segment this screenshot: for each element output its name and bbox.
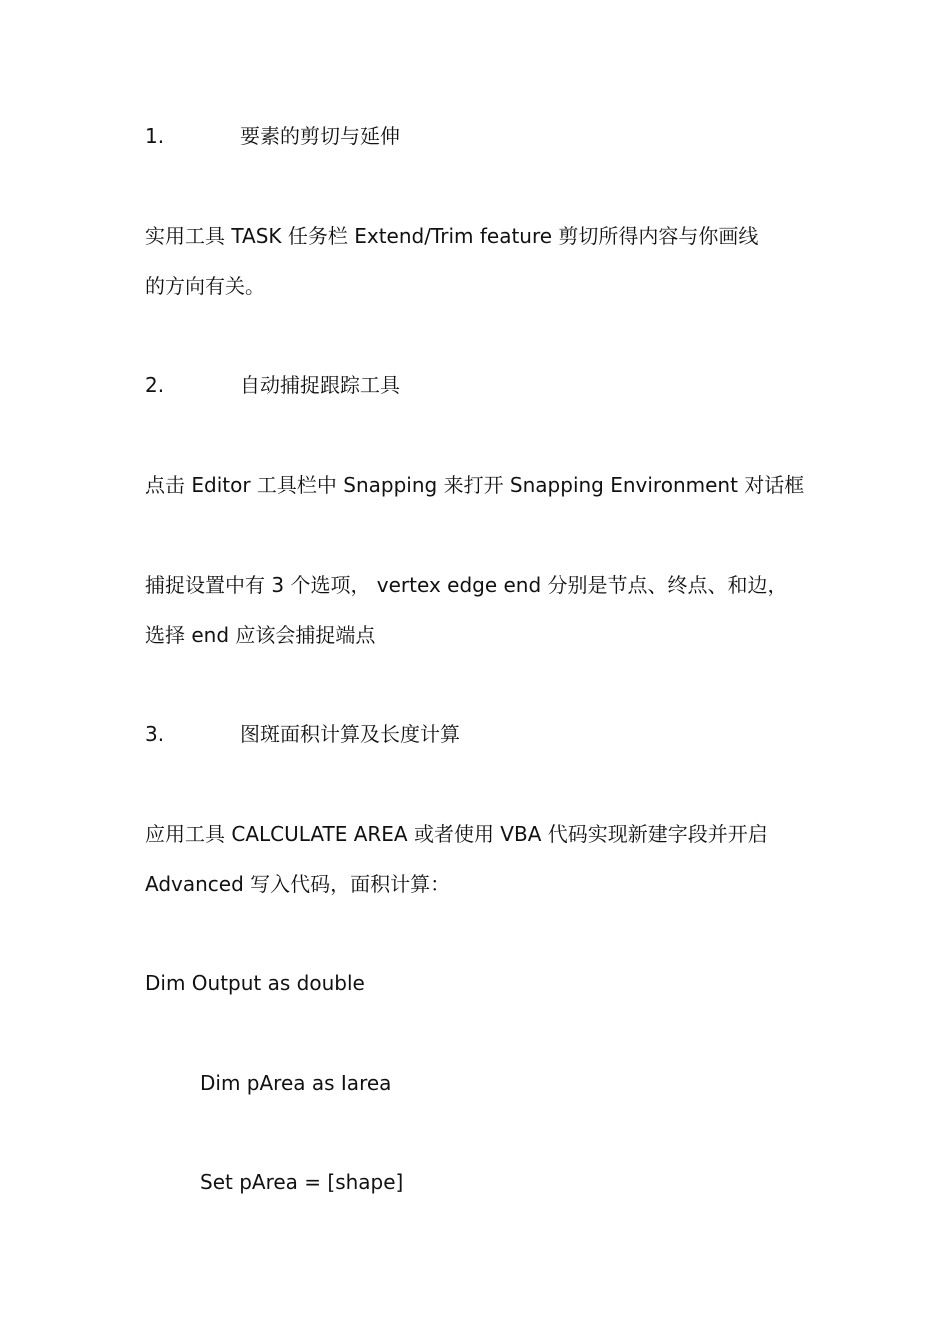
- paragraph-line: 实用工具 TASK 任务栏 Extend/Trim feature 剪切所得内容与你画线: [145, 224, 759, 248]
- paragraph-line: 点击 Editor 工具栏中 Snapping 来打开 Snapping Environment 对话框: [145, 473, 805, 497]
- paragraph-line: 的方向有关。: [145, 274, 265, 298]
- section-title: 自动捕捉跟踪工具: [240, 373, 400, 397]
- paragraph-line: 应用工具 CALCULATE AREA 或者使用 VBA 代码实现新建字段并开启: [145, 822, 768, 846]
- code-line: Set pArea = [shape]: [200, 1170, 404, 1194]
- section-title: 要素的剪切与延伸: [240, 124, 400, 148]
- section-heading-1: [145, 122, 400, 150]
- section-number: 1.: [145, 124, 165, 148]
- paragraph-line: 捕捉设置中有 3 个选项， vertex edge end 分别是节点、终点、和边，: [145, 573, 788, 597]
- code-line: Dim Output as double: [145, 971, 365, 995]
- section-heading-3: [145, 720, 460, 748]
- code-line: Dim pArea as Iarea: [200, 1071, 392, 1095]
- paragraph-line: 选择 end 应该会捕捉端点: [145, 623, 376, 647]
- section-number: 2.: [145, 373, 165, 397]
- section-title: 图斑面积计算及长度计算: [240, 722, 460, 746]
- section-number: 3.: [145, 722, 165, 746]
- section-heading-2: [145, 371, 400, 399]
- paragraph-line: Advanced 写入代码，面积计算：: [145, 872, 451, 896]
